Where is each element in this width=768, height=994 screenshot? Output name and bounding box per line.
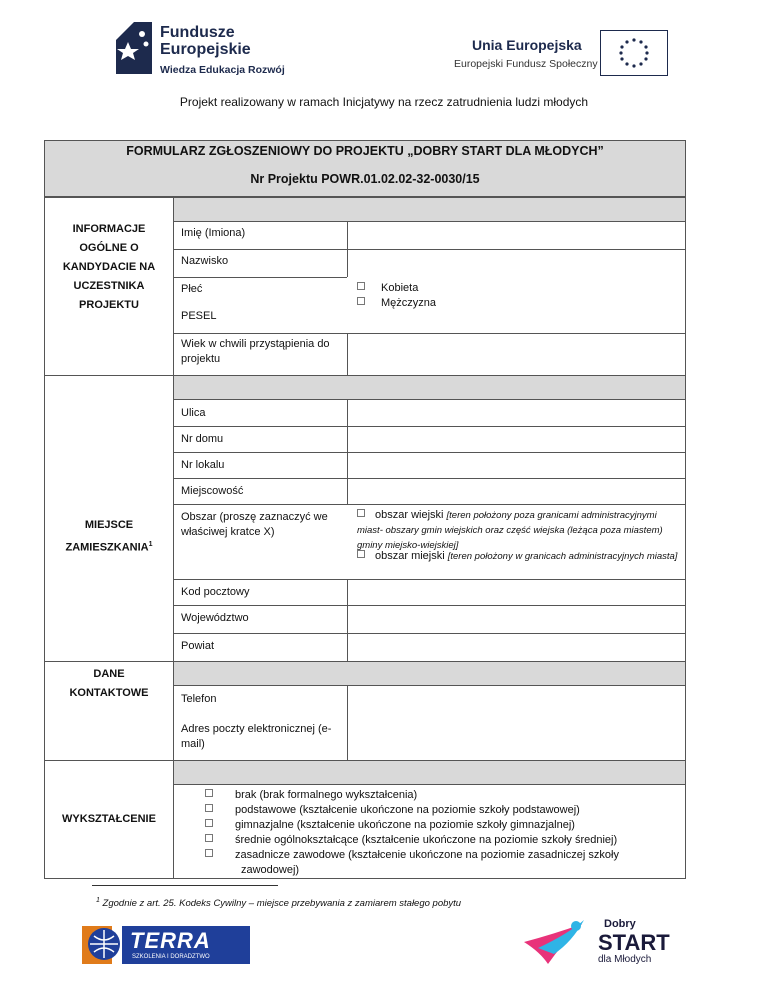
label-house-nr: Nr domu [181, 433, 224, 445]
footnote-text: Zgodnie z art. 25. Kodeks Cywilny – miejsce przebywania z zamiarem stałego pobytu [102, 898, 462, 910]
label-gender: Płeć [181, 283, 203, 295]
footnote-number: 1 [96, 897, 100, 904]
footnote [96, 897, 461, 909]
option-urban[interactable] [357, 549, 683, 564]
checkbox-education[interactable] [205, 849, 213, 857]
dla-mlodych-text: dla Młodych [598, 954, 652, 965]
option-female-label: Kobieta [381, 282, 419, 294]
gray-row-2 [173, 375, 685, 399]
footnote-ref: 1 [148, 541, 153, 548]
fe-star-icon [112, 20, 156, 76]
gray-row-3 [173, 661, 685, 685]
project-number: Nr Projektu POWR.01.02.02-32-0030/15 [250, 172, 480, 186]
terra-sub: SZKOLENIA I DORADZTWO [132, 954, 210, 960]
option-female[interactable] [357, 281, 418, 296]
label-email: Adres poczty elektronicznej (e-mail) [181, 723, 332, 750]
education-option[interactable] [205, 833, 675, 848]
section-residence [53, 516, 165, 558]
label-age: Wiek w chwili przystąpienia do projektu [181, 338, 330, 365]
ue-title: Unia Europejska [472, 37, 582, 53]
label-first-name: Imię (Imiona) [181, 227, 246, 239]
gray-row-4 [173, 760, 685, 784]
education-option-label: gimnazjalne (kształcenie ukończone na poziomie szkoły gimnazjalnej) [235, 819, 575, 831]
checkbox-urban[interactable] [357, 550, 365, 558]
checkbox-male[interactable] [357, 297, 365, 305]
education-option[interactable] [205, 803, 675, 818]
label-postal-code: Kod pocztowy [181, 586, 250, 598]
option-male-label: Mężczyzna [381, 297, 437, 309]
fe-line2: Europejskie [160, 41, 251, 58]
education-options [205, 788, 675, 878]
section-education: WYKSZTAŁCENIE [62, 813, 156, 825]
ue-sub: Europejski Fundusz Społeczny [454, 58, 598, 70]
checkbox-education[interactable] [205, 789, 213, 797]
start-text: START [598, 930, 670, 955]
checkbox-education[interactable] [205, 834, 213, 842]
form-title: FORMULARZ ZGŁOSZENIOWY DO PROJEKTU „DOBRY START DLA MŁODYCH” [126, 144, 604, 158]
dobry-text: Dobry [604, 918, 636, 930]
terra-text: TERRA [130, 928, 211, 953]
fe-logo-sub: Wiedza Edukacja Rozwój [160, 64, 285, 76]
education-option[interactable] [205, 848, 675, 878]
education-option[interactable] [205, 788, 675, 803]
checkbox-rural[interactable] [357, 509, 365, 517]
fe-line1: Fundusze [160, 24, 235, 41]
checkbox-female[interactable] [357, 282, 365, 290]
label-voivodeship: Województwo [181, 612, 249, 624]
checkbox-education[interactable] [205, 804, 213, 812]
education-option-label: podstawowe (kształcenie ukończone na poziomie szkoły podstawowej) [235, 804, 580, 816]
education-option-label: brak (brak formalnego wykształcenia) [235, 789, 418, 801]
intro-text: Projekt realizowany w ramach Inicjatywy na rzecz zatrudnienia ludzi młodych [179, 95, 589, 109]
fe-logo-text [160, 24, 251, 58]
dobry-start-logo [520, 918, 680, 970]
education-option-label: średnie ogólnokształcące (kształcenie ukończone na poziomie szkoły średniej) [235, 834, 618, 846]
section-residence-label: MIEJSCE ZAMIESZKANIA [65, 519, 149, 554]
label-flat-nr: Nr lokalu [181, 459, 225, 471]
form-table [44, 197, 686, 879]
footnote-divider [92, 885, 278, 886]
section-contact: DANE KONTAKTOWE [69, 668, 149, 699]
terra-logo [82, 922, 250, 968]
label-pesel: PESEL [181, 310, 217, 322]
education-option[interactable] [205, 818, 675, 833]
label-phone: Telefon [181, 693, 217, 705]
option-urban-hint: [teren położony w granicach administracyjnych miasta] [447, 551, 678, 562]
eu-flag-icon [600, 30, 668, 76]
option-rural-hint: [teren położony poza granicami administracyjnymi miast- obszary gmin wiejskich oraz część wiejska (leżąca poza miastem) gminy miejsko-wiejskiej] [357, 510, 663, 551]
education-option-label: zasadnicze zawodowe (kształcenie ukończone na poziomie zasadniczej szkoły zawodowej) [235, 849, 619, 876]
option-urban-label: obszar miejski [375, 550, 445, 562]
option-rural[interactable] [357, 508, 683, 553]
label-city: Miejscowość [181, 485, 244, 497]
section-info: INFORMACJE OGÓLNE O KANDYDACIE NA UCZESTNIKA PROJEKTU [62, 223, 156, 311]
fundusze-europejskie-logo [112, 20, 302, 82]
label-area: Obszar (proszę zaznaczyć we właściwej kratce X) [181, 511, 328, 538]
option-male[interactable] [357, 296, 436, 311]
gray-row-1 [173, 198, 685, 221]
option-rural-label: obszar wiejski [375, 509, 444, 521]
label-street: Ulica [181, 407, 206, 419]
checkbox-education[interactable] [205, 819, 213, 827]
label-district: Powiat [181, 640, 215, 652]
label-last-name: Nazwisko [181, 255, 229, 267]
